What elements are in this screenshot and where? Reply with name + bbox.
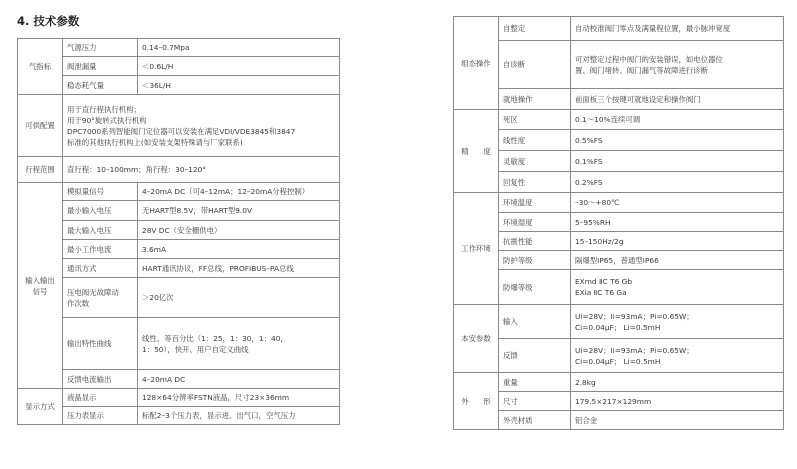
category-cell: 气指标 [18, 39, 63, 95]
table-row [18, 57, 340, 76]
param-value: ＜36L/H [138, 76, 340, 95]
section-title: 4. 技术参数 [17, 14, 80, 28]
param-value [571, 305, 784, 339]
param-name: 尺寸 [499, 392, 571, 411]
param-value: 3.6mA [138, 240, 340, 259]
text-line: 用于直行程执行机构； [67, 104, 141, 114]
param-name: 环境温度 [499, 193, 571, 213]
param-name: 自诊断 [499, 41, 571, 89]
table-row [18, 201, 340, 221]
value-line: Ui=28V；Ii=93mA；Pi=0.65W； [575, 345, 694, 355]
param-name: 反馈电流输出 [63, 370, 138, 389]
name-line: 压电阀无故障动 [67, 287, 119, 297]
param-name: 线性度 [499, 130, 571, 151]
table-row [18, 259, 340, 278]
text-line: 标准的其他执行机构上(如安装支架特殊请与厂家联系) [67, 137, 243, 147]
param-name: 重量 [499, 373, 571, 392]
table-row [18, 76, 340, 95]
value-line: 可对整定过程中阀门的安装错误，如电位器位 [575, 54, 723, 64]
text-line: DPC7000系列智能阀门定位器可以安装在满足VDI/VDE3845和3847 [67, 126, 296, 136]
category-cell: 本安参数 [454, 305, 499, 373]
param-name: 气源压力 [63, 39, 138, 57]
param-value: 隔爆型IP65，普通型IP66 [571, 251, 784, 270]
value-line: 线性、等百分比（1：25，1：30，1：40， [142, 333, 288, 343]
table-row [454, 270, 784, 305]
table-row [18, 318, 340, 370]
param-value: 0.1%FS [571, 151, 784, 172]
table-row [18, 389, 340, 407]
param-name [63, 278, 138, 318]
table-row [18, 157, 340, 183]
table-row [454, 130, 784, 151]
param-value [138, 318, 340, 370]
param-value: 28V DC（安全栅供电） [138, 221, 340, 240]
param-value: 自动校准阀门零点及满量程位置，最小脉冲宽度 [571, 17, 784, 41]
param-value: 铝合金 [571, 411, 784, 430]
param-name: 稳态耗气量 [63, 76, 138, 95]
table-row [454, 411, 784, 430]
value-line: Ci=0.04μF； Li=0.5mH [575, 322, 661, 332]
param-name: 环境湿度 [499, 213, 571, 232]
param-name: 通讯方式 [63, 259, 138, 278]
value-line: 1：50），快开、用户自定义曲线 [142, 344, 249, 354]
spec-table-right [453, 16, 784, 430]
param-name: 液晶显示 [63, 389, 138, 407]
param-value [571, 339, 784, 373]
category-cell: 外 形 [454, 373, 499, 430]
param-name: 防爆等级 [499, 270, 571, 305]
table-row [454, 41, 784, 89]
param-name: 就地操作 [499, 89, 571, 110]
category-cell: 组态操作 [454, 17, 499, 110]
param-value: 128×64分辨率FSTN液晶，尺寸23×36mm [138, 389, 340, 407]
category-line: 信号 [32, 286, 48, 296]
category-cell: 可供配置 [18, 95, 63, 157]
param-name: 压力表显示 [63, 407, 138, 425]
param-value: 2.8kg [571, 373, 784, 392]
param-name: 防护等级 [499, 251, 571, 270]
value-line: Ci=0.04μF； Li=0.5mH [575, 356, 661, 366]
table-row [18, 221, 340, 240]
param-value: ＞20亿次 [138, 278, 340, 318]
text-line: 用于90°旋转式执行机构 [67, 115, 147, 125]
param-value: ＜0.6L/H [138, 57, 340, 76]
param-value: 0.14–0.7Mpa [138, 39, 340, 57]
param-name: 最大输入电压 [63, 221, 138, 240]
table-row [18, 370, 340, 389]
param-value: 标配2–3个压力表，显示进、出气口，空气压力 [138, 407, 340, 425]
table-row [454, 251, 784, 270]
param-value: 179.5×217×129mm [571, 392, 784, 411]
value-line: 置、阀门堵转、阀门漏气等故障进行诊断 [575, 65, 709, 75]
table-row [454, 193, 784, 213]
param-value: 5–95%RH [571, 213, 784, 232]
param-value: 0.5%FS [571, 130, 784, 151]
table-row [454, 17, 784, 41]
param-name: 外壳材质 [499, 411, 571, 430]
table-row [454, 373, 784, 392]
param-name: 最小输入电压 [63, 201, 138, 221]
param-name: 死区 [499, 110, 571, 130]
table-row [454, 110, 784, 130]
param-value: 0.2%FS [571, 172, 784, 193]
category-cell: 行程范围 [18, 157, 63, 183]
param-value [63, 95, 340, 157]
param-name: 阀泄漏量 [63, 57, 138, 76]
param-value: 0.1～10%连续可调 [571, 110, 784, 130]
value-line: Ui=28V；Ii=93mA；Pi=0.65W； [575, 311, 694, 321]
param-value [571, 41, 784, 89]
spec-table-left [17, 38, 340, 425]
category-line: 输入输出 [25, 275, 55, 285]
param-name: 反馈 [499, 339, 571, 373]
param-value: 直行程：10–100mm；角行程：30–120° [63, 157, 340, 183]
table-row [18, 407, 340, 425]
category-cell [18, 183, 63, 389]
category-cell: 精 度 [454, 110, 499, 193]
table-row [18, 95, 340, 157]
param-value: 无HART型8.5V，带HART型9.0V [138, 201, 340, 221]
table-row [454, 339, 784, 373]
param-name: 输出特性曲线 [63, 318, 138, 370]
param-name: 模拟量信号 [63, 183, 138, 201]
param-value: 4–20mA DC（可4–12mA；12–20mA分程控制） [138, 183, 340, 201]
param-name: 回复性 [499, 172, 571, 193]
value-line: EXia ⅡC T6 Ga [575, 288, 627, 297]
value-line: EXmd ⅡC T6 Gb [575, 277, 633, 286]
category-cell: 显示方式 [18, 389, 63, 425]
table-row [454, 305, 784, 339]
param-value: 前面板三个按键可就地设定和操作阀门 [571, 89, 784, 110]
table-row [454, 392, 784, 411]
param-value [571, 270, 784, 305]
table-row [454, 89, 784, 110]
param-name: 最小工作电流 [63, 240, 138, 259]
param-name: 抗震性能 [499, 232, 571, 251]
category-cell: 工作环境 [454, 193, 499, 305]
table-row [454, 151, 784, 172]
param-value: 4–20mA DC [138, 370, 340, 389]
param-value: –30～+80℃ [571, 193, 784, 213]
table-row [18, 278, 340, 318]
name-line: 作次数 [67, 298, 90, 308]
table-row [18, 240, 340, 259]
param-name: 灵敏度 [499, 151, 571, 172]
table-row [18, 183, 340, 201]
param-name: 输入 [499, 305, 571, 339]
table-row [454, 232, 784, 251]
table-row [18, 39, 340, 57]
param-name: 自整定 [499, 17, 571, 41]
param-value: HART通讯协议，FF总线，PROFIBUS–PA总线 [138, 259, 340, 278]
param-value: 15–150Hz/2g [571, 232, 784, 251]
table-row [454, 213, 784, 232]
table-row [454, 172, 784, 193]
